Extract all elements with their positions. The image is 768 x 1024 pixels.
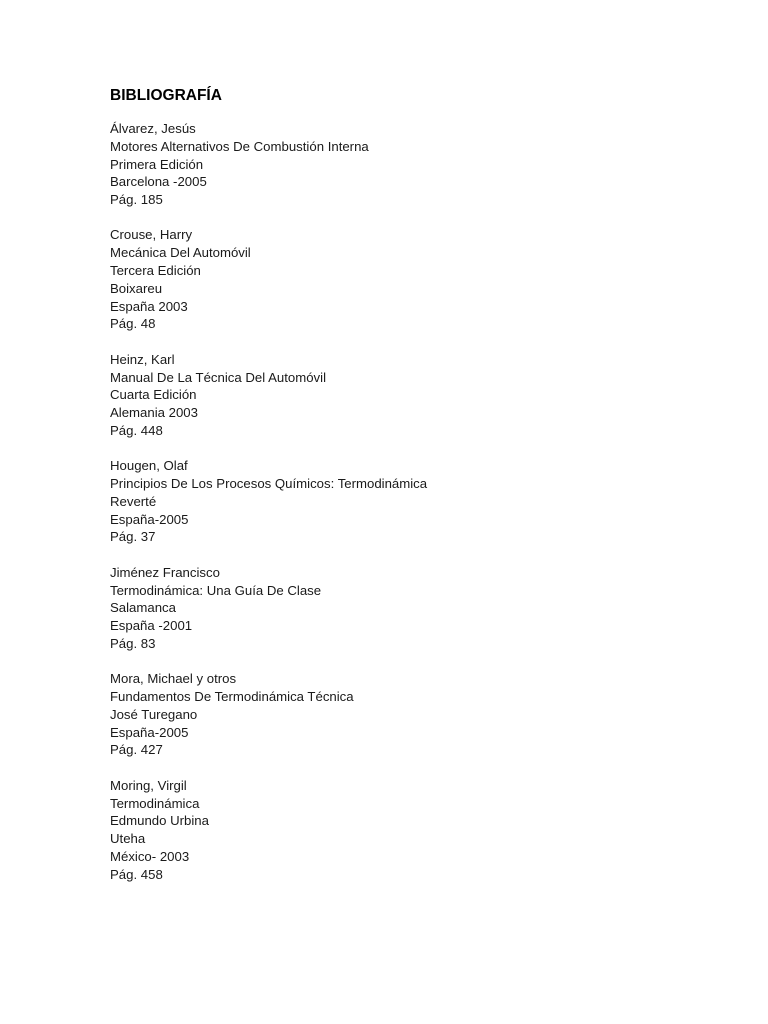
bibliography-entry-moring — [110, 777, 710, 884]
entry-author: Hougen, Olaf — [110, 458, 188, 474]
entry-edition: Cuarta Edición — [110, 387, 197, 403]
bibliography-entry-mora — [110, 670, 710, 759]
entry-publisher: Reverté — [110, 493, 157, 509]
entry-edition: Primera Edición — [110, 156, 204, 172]
entry-pages: Pág. 427 — [110, 742, 163, 758]
entry-publisher: Uteha — [110, 831, 146, 847]
entry-pages: Pág. 448 — [110, 422, 163, 438]
entry-title: Mecánica Del Automóvil — [110, 245, 251, 261]
entry-edition: Tercera Edición — [110, 263, 201, 279]
entry-pages: Pág. 83 — [110, 635, 156, 651]
entry-author: Crouse, Harry — [110, 227, 193, 243]
entry-title: Principios De Los Procesos Químicos: Termodinámica — [110, 476, 428, 492]
entry-translator: Edmundo Urbina — [110, 813, 209, 829]
bibliography-heading: BIBLIOGRAFÍA — [110, 87, 222, 104]
entry-place-year: México- 2003 — [110, 848, 190, 864]
bibliography-entry-hougen — [110, 457, 710, 546]
entry-publisher: Salamanca — [110, 600, 176, 616]
entry-pages: Pág. 48 — [110, 316, 156, 332]
entry-author: Álvarez, Jesús — [110, 121, 196, 136]
entry-title: Termodinámica — [110, 795, 200, 811]
entry-pages: Pág. 458 — [110, 866, 163, 882]
entry-publisher: Boixareu — [110, 280, 163, 296]
entry-place-year: España -2001 — [110, 618, 193, 634]
entry-author: Mora, Michael y otros — [110, 671, 237, 687]
document-page — [110, 86, 710, 901]
entry-place-year: España 2003 — [110, 298, 188, 314]
bibliography-entry-jimenez — [110, 564, 710, 653]
entry-place-year: España-2005 — [110, 724, 189, 740]
entry-place-year: Barcelona -2005 — [110, 174, 207, 190]
entry-publisher: José Turegano — [110, 706, 198, 722]
entry-pages: Pág. 185 — [110, 192, 163, 208]
entry-author: Moring, Virgil — [110, 777, 187, 793]
bibliography-entry-alvarez — [110, 120, 710, 209]
bibliography-entry-heinz — [110, 351, 710, 440]
entry-place-year: Alemania 2003 — [110, 405, 198, 421]
entry-author: Jiménez Francisco — [110, 564, 220, 580]
entry-title: Manual De La Técnica Del Automóvil — [110, 369, 326, 385]
entry-pages: Pág. 37 — [110, 529, 156, 545]
entry-title: Motores Alternativos De Combustión Interna — [110, 138, 369, 154]
entry-title: Fundamentos De Termodinámica Técnica — [110, 689, 354, 705]
entry-place-year: España-2005 — [110, 511, 189, 527]
entry-author: Heinz, Karl — [110, 351, 175, 367]
bibliography-entry-crouse — [110, 226, 710, 333]
entry-title: Termodinámica: Una Guía De Clase — [110, 582, 322, 598]
